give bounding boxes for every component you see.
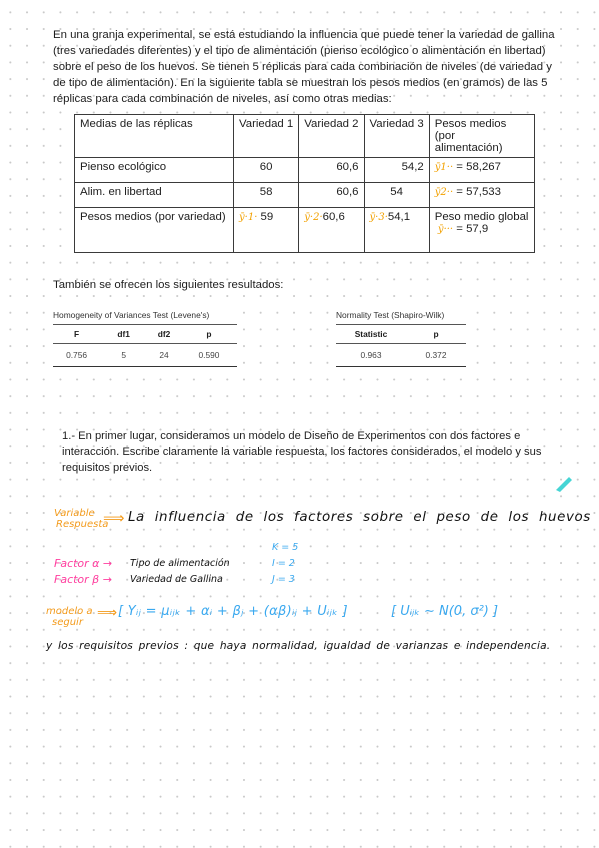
levene-value: 0.756 xyxy=(53,344,100,367)
col-mean-value: 54,1 xyxy=(387,211,411,223)
col-mean-value: 60,6 xyxy=(322,211,345,223)
question-line: 1.- En primer lugar, consideramos un modelo de Diseño de Experimentos con dos factores e xyxy=(62,430,521,442)
question-line: interacción. Escribe claramente la variable respuesta, los factores considerados, el modelo y sus xyxy=(62,446,542,458)
table-cell: 58 xyxy=(234,183,299,208)
col-mean-value: 59 xyxy=(260,211,274,223)
shapiro-title: Normality Test (Shapiro-Wilk) xyxy=(336,310,466,325)
row-label: Pienso ecológico xyxy=(75,158,234,183)
intro-line: sobre el peso de los huevos. Se tienen 5 réplicas para cada combinación de niveles (de variedad y xyxy=(53,61,552,73)
handwritten-mean-symbol: ȳ2·· xyxy=(434,187,454,198)
row-label: Alim. en libertad xyxy=(75,183,234,208)
levene-title: Homogeneity of Variances Test (Levene's) xyxy=(53,310,237,325)
intro-line: réplicas para cada combinación de niveles, así como otras medias: xyxy=(53,93,392,105)
row-mean-value: = 58,267 xyxy=(456,161,501,173)
header-cell xyxy=(429,115,534,158)
arrow-icon: ⟹ xyxy=(97,605,118,621)
row-mean-value: = 57,533 xyxy=(456,186,501,198)
handwritten-mean-symbol: ȳ·3· xyxy=(369,212,388,223)
table-cell xyxy=(364,208,429,253)
intro-line: En una granja experimental, se está estudiando la influencia que puede tener la variedad de gallina xyxy=(53,29,555,41)
handwritten-mean-symbol: ȳ·2· xyxy=(304,212,323,223)
k-value: K = 5 xyxy=(272,542,299,553)
arrow-icon: ⟹ xyxy=(103,509,125,527)
table-cell: 54 xyxy=(364,183,429,208)
handwritten-mean-symbol: ȳ1·· xyxy=(434,162,454,173)
levene-table xyxy=(53,325,237,367)
header-mean-line1: Pesos medios (por xyxy=(434,118,507,142)
variable-label xyxy=(54,508,108,530)
levene-value: 24 xyxy=(147,344,181,367)
shapiro-value: 0.963 xyxy=(336,344,406,367)
error-formula: [ Uᵢⱼₖ ∼ N(0, σ²) ] xyxy=(391,604,499,619)
table-cell: 60 xyxy=(234,158,299,183)
variable-response-text: La influencia de los factores sobre el peso de los huevos xyxy=(128,510,591,525)
levene-test xyxy=(53,310,237,367)
global-mean-label: Peso medio global xyxy=(434,211,529,223)
model-formula: [ Yᵢⱼ = μᵢⱼₖ + αᵢ + βⱼ + (αβ)ᵢⱼ + Uᵢⱼₖ ] xyxy=(118,604,348,619)
table-cell xyxy=(429,208,534,253)
global-mean-value: = 57,9 xyxy=(456,223,489,235)
levene-value: 0.590 xyxy=(181,344,237,367)
shapiro-header: Statistic xyxy=(336,325,406,344)
row-label: Pesos medios (por variedad) xyxy=(75,208,234,253)
table-row xyxy=(75,158,535,183)
table-cell: 60,6 xyxy=(299,183,364,208)
variable-label-line2: Respuesta xyxy=(56,519,109,530)
shapiro-value: 0.372 xyxy=(406,344,466,367)
factor-b-label: Factor β → xyxy=(54,573,112,586)
handwritten-mean-symbol: ȳ·1· xyxy=(239,212,258,223)
header-cell: Medias de las réplicas xyxy=(75,115,234,158)
header-cell: Variedad 3 xyxy=(364,115,429,158)
table-cell: 60,6 xyxy=(299,158,364,183)
factor-b-text: Variedad de Gallina xyxy=(130,574,223,585)
levene-header: df2 xyxy=(147,325,181,344)
shapiro-header: p xyxy=(406,325,466,344)
i-value: I = 2 xyxy=(272,558,295,569)
variable-label-line1: Variable xyxy=(54,508,95,519)
handwritten-mean-symbol: ȳ··· xyxy=(437,224,454,235)
table-cell xyxy=(234,208,299,253)
table-cell xyxy=(429,158,534,183)
levene-header: F xyxy=(53,325,100,344)
table-cell: 54,2 xyxy=(364,158,429,183)
header-mean-line2: alimentación) xyxy=(434,142,503,154)
table-row xyxy=(75,208,535,253)
j-value: J = 3 xyxy=(272,574,295,585)
table-header-row xyxy=(75,115,535,158)
levene-header: df1 xyxy=(100,325,147,344)
header-cell: Variedad 1 xyxy=(234,115,299,158)
table-cell xyxy=(429,183,534,208)
model-label-line2: seguir xyxy=(52,617,83,628)
question-line: requisitos previos. xyxy=(62,462,153,474)
model-label-line1: modelo a xyxy=(46,606,93,617)
intro-line: (tres variedades diferentes) y el tipo de alimentación (pienso ecológico o alimentación en libertad) xyxy=(53,45,546,57)
levene-header: p xyxy=(181,325,237,344)
shapiro-table xyxy=(336,325,466,367)
factor-a-label: Factor α → xyxy=(54,557,113,570)
table-cell xyxy=(299,208,364,253)
levene-value: 5 xyxy=(100,344,147,367)
highlighter-mark-icon xyxy=(552,472,574,494)
requirements-text: y los requisitos previos : que haya normalidad, igualdad de varianzas e independencia. xyxy=(46,640,551,652)
table-row xyxy=(75,183,535,208)
shapiro-test xyxy=(336,310,466,367)
intro-line: de tipo de alimentación). En la siguiente tabla se muestran los pesos medios (en gramos) de las 5 xyxy=(53,77,548,89)
intro-paragraph xyxy=(53,27,565,107)
header-cell: Variedad 2 xyxy=(299,115,364,158)
factor-a-text: Tipo de alimentación xyxy=(130,558,230,569)
question-1 xyxy=(62,428,542,476)
results-intro: También se ofrecen los siguientes resultados: xyxy=(53,279,284,291)
means-table xyxy=(74,114,535,253)
model-label xyxy=(46,606,93,628)
